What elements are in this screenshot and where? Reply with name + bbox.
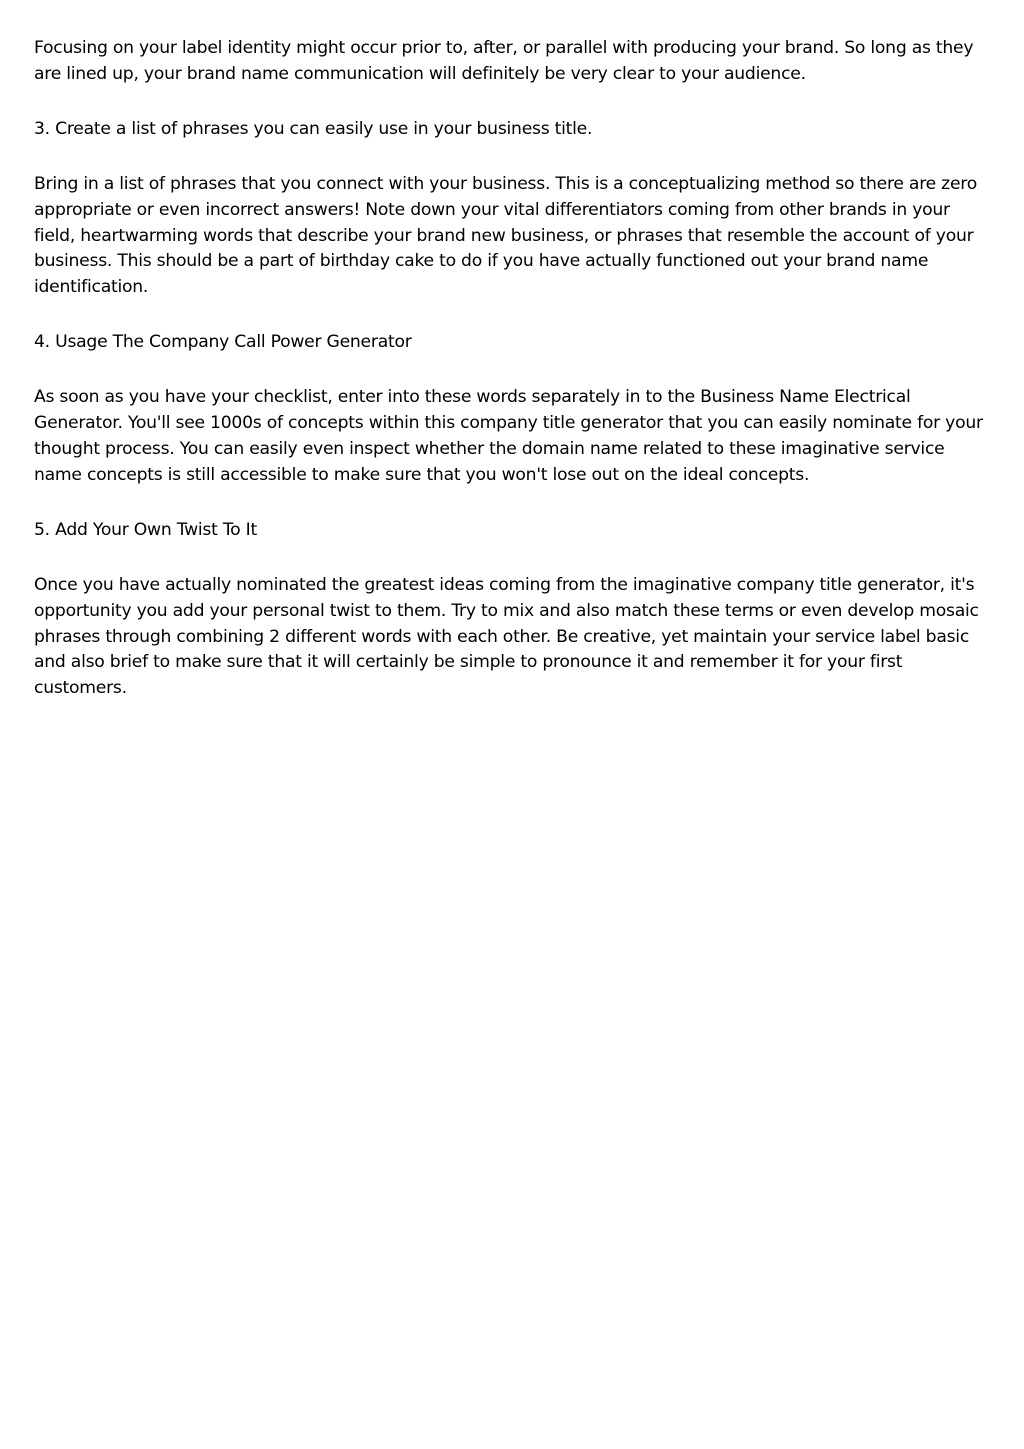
- step-4-paragraph: As soon as you have your checklist, enter into these words separately in to the Business Name Electrical Generator. You'll see 1000s of concepts within this company title generator that you can easily nominate for your thought process. You can easily even inspect whether the domain name related to these imaginative service name concepts is still accessible to make sure that you won't lose out on the ideal concepts.: [34, 387, 983, 485]
- step-4-heading: 4. Usage The Company Call Power Generator: [34, 332, 412, 353]
- step-5-heading: 5. Add Your Own Twist To It: [34, 519, 257, 540]
- step-3-paragraph: Bring in a list of phrases that you connect with your business. This is a conceptualizing method so there are zero appropriate or even incorrect answers! Note down your vital differentiators coming from other brands in your field, heartwarming words that describe your brand new business, or phrases that resemble the account of your business. This should be a part of birthday cake to do if you have actually functioned out your brand name identification.: [34, 173, 977, 298]
- step-3-heading: 3. Create a list of phrases you can easily use in your business title.: [34, 118, 593, 139]
- document-page: [34, 36, 996, 731]
- step-5-paragraph: Once you have actually nominated the greatest ideas coming from the imaginative company title generator, it's opportunity you add your personal twist to them. Try to mix and also match these terms or even develop mosaic phrases through combining 2 different words with each other. Be creative, yet maintain your service label basic and also brief to make sure that it will certainly be simple to pronounce it and remember it for your first customers.: [34, 574, 979, 699]
- intro-paragraph: Focusing on your label identity might occur prior to, after, or parallel with producing your brand. So long as they are lined up, your brand name communication will definitely be very clear to your audience.: [34, 38, 974, 84]
